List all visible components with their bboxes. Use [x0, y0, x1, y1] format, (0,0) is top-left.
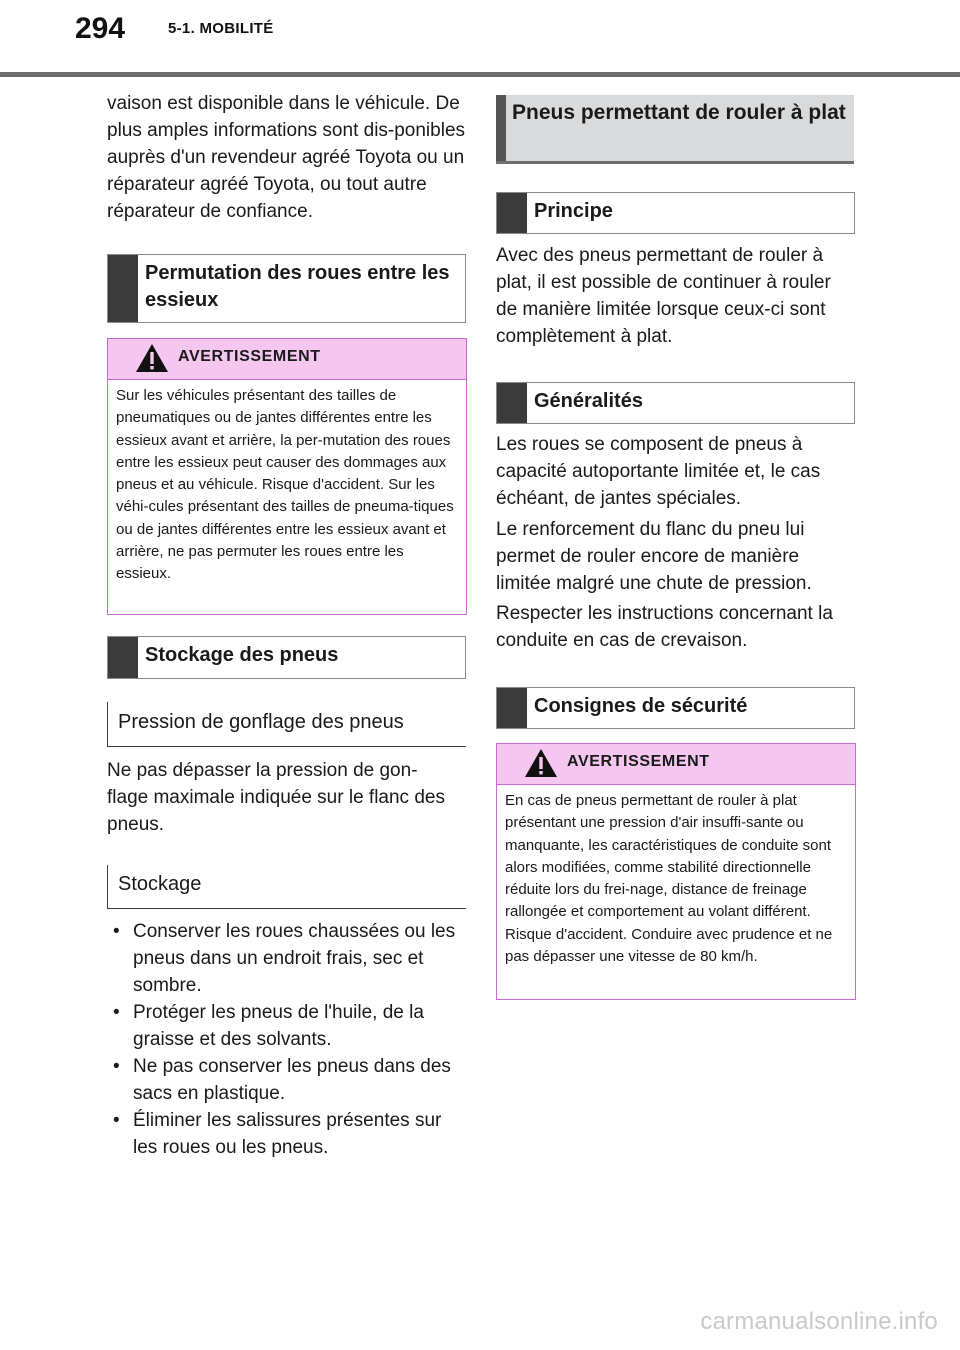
storage-bullet-list	[107, 918, 465, 1161]
heading-bar	[497, 383, 527, 423]
principle-paragraph: Avec des pneus permettant de rouler à plat, il est possible de continuer à rouler de manière limitée lorsque ceux-ci sont complètement à plat.	[496, 245, 831, 347]
general-paragraph-2: Le renforcement du flanc du pneu lui permet de rouler encore de manière limitée malgré une chute de pression.	[496, 519, 812, 594]
heading-run-flat	[496, 95, 854, 164]
warning-title: AVERTISSEMENT	[567, 753, 710, 770]
warning-box-rotation	[107, 338, 467, 615]
warning-title: AVERTISSEMENT	[178, 348, 321, 365]
page-header	[0, 0, 960, 80]
subheading-storage	[107, 865, 466, 909]
heading-bar	[496, 95, 506, 161]
warning-header	[108, 339, 466, 380]
heading-safety	[496, 687, 855, 729]
subheading-storage-text: Stockage	[118, 873, 202, 895]
general-paragraph-1: Les roues se composent de pneus à capacité autoportante limitée et, le cas échéant, de jantes spéciales.	[496, 434, 821, 509]
general-paragraph-3: Respecter les instructions concernant la conduite en cas de crevaison.	[496, 603, 833, 651]
header-rule	[0, 72, 960, 77]
watermark: carmanualsonline.info	[700, 1308, 938, 1335]
heading-general	[496, 382, 855, 424]
heading-tire-storage-text: Stockage des pneus	[145, 644, 339, 666]
section-title: 5-1. MOBILITÉ	[168, 20, 274, 37]
list-item: • Protéger les pneus de l'huile, de la graisse et des solvants.	[113, 1002, 424, 1050]
heading-safety-text: Consignes de sécurité	[534, 695, 748, 717]
heading-bar	[108, 637, 138, 678]
list-item: • Éliminer les salissures présentes sur les roues ou les pneus.	[113, 1110, 442, 1158]
page-number: 294	[75, 12, 126, 45]
pressure-paragraph: Ne pas dépasser la pression de gon-flage maximale indiquée sur le flanc des pneus.	[107, 760, 445, 835]
list-item: • Conserver les roues chaussées ou les pneus dans un endroit frais, sec et sombre.	[113, 921, 456, 996]
warning-triangle-icon	[135, 343, 169, 373]
heading-tire-storage	[107, 636, 466, 679]
heading-general-text: Généralités	[534, 390, 643, 412]
list-item: • Ne pas conserver les pneus dans des sacs en plastique.	[113, 1056, 451, 1104]
heading-bar	[108, 255, 138, 322]
warning-triangle-icon	[524, 748, 558, 778]
heading-bar	[497, 193, 527, 233]
heading-principle	[496, 192, 855, 234]
heading-principle-text: Principe	[534, 200, 613, 222]
warning-box-run-flat	[496, 743, 856, 1000]
warning-body: Sur les véhicules présentant des tailles de pneumatiques ou de jantes différentes entre les essieux avant et arrière, la per-mutation des roues entre les essieux peut causer des dommages aux pneus et au véhicule. Risque d'accident. Sur les véhi-cules présentant des tailles de pneuma-tiques ou de jantes différentes entre les essieux avant et arrière, ne pas permuter les roues entre les essieux.	[116, 387, 454, 583]
heading-wheel-rotation	[107, 254, 466, 323]
warning-header	[497, 744, 855, 785]
subheading-pressure-text: Pression de gonflage des pneus	[118, 711, 404, 733]
warning-body: En cas de pneus permettant de rouler à plat présentant une pression d'air insuffi-sante ou manquante, les caractéristiques de conduite sont alors modifiées, comme stabilité directionnelle réduite lors du frei-nage, distance de freinage rallongée et comportement au volant différent. Risque d'accident. Conduire avec prudence et ne pas dépasser une vitesse de 80 km/h.	[505, 792, 833, 966]
intro-paragraph: vaison est disponible dans le véhicule. De plus amples informations sont dis-ponibles auprès d'un revendeur agréé Toyota ou un réparateur agréé Toyota, ou tout autre réparateur de confiance.	[107, 93, 466, 222]
subheading-pressure	[107, 702, 466, 747]
heading-run-flat-text: Pneus permettant de rouler à plat	[512, 101, 846, 124]
heading-bar	[497, 688, 527, 728]
heading-wheel-rotation-text: Permutation des roues entre les essieux	[145, 262, 450, 311]
